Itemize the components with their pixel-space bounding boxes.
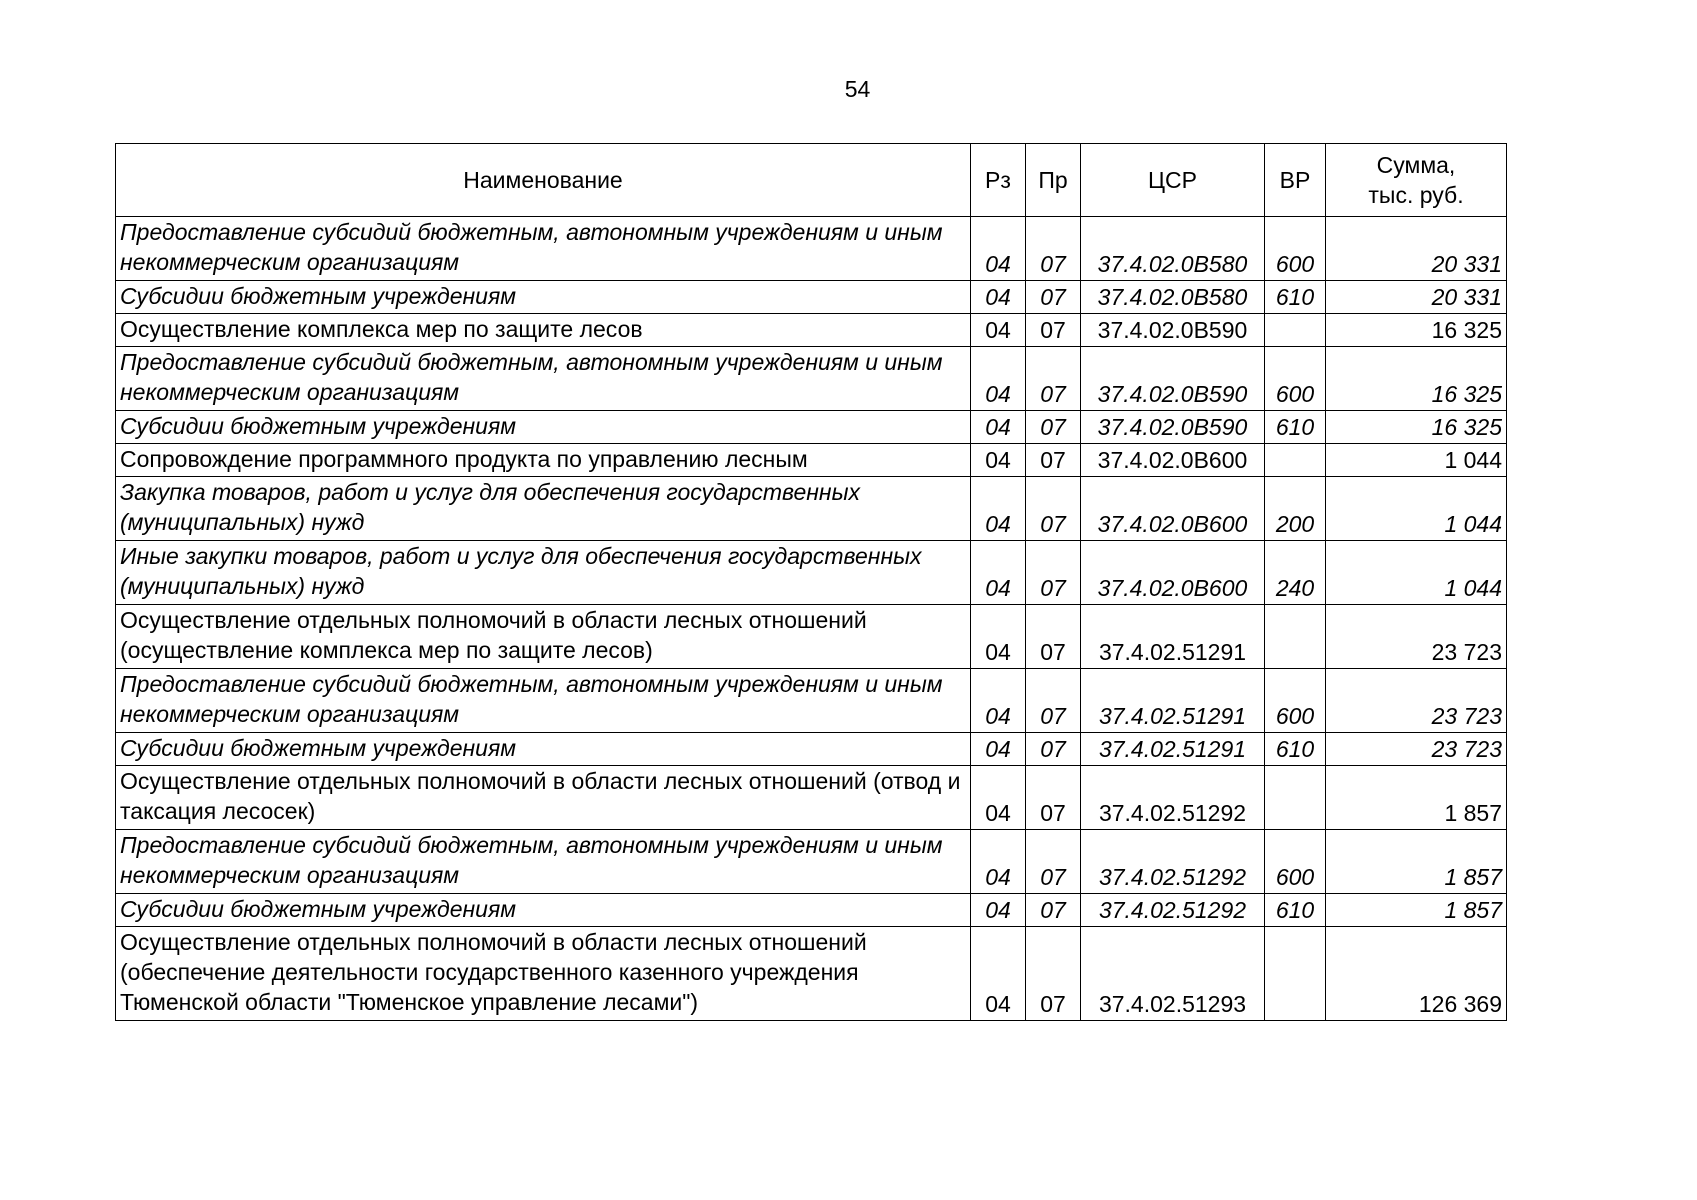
table-row xyxy=(116,605,1507,669)
row-sum: 1 857 xyxy=(1326,894,1507,927)
row-rz: 04 xyxy=(971,669,1026,733)
table-row xyxy=(116,927,1507,1021)
row-name: Предоставление субсидий бюджетным, автономным учреждениям и иным некоммерческим организациям xyxy=(116,217,971,281)
row-pr: 07 xyxy=(1026,605,1081,669)
header-sum-line2: тыс. руб. xyxy=(1368,181,1464,208)
row-sum: 1 044 xyxy=(1326,444,1507,477)
row-vr: 610 xyxy=(1265,411,1326,444)
row-rz: 04 xyxy=(971,605,1026,669)
table-row xyxy=(116,444,1507,477)
table-row xyxy=(116,217,1507,281)
row-name: Субсидии бюджетным учреждениям xyxy=(116,733,971,766)
row-sum: 16 325 xyxy=(1326,411,1507,444)
row-vr: 610 xyxy=(1265,894,1326,927)
row-rz: 04 xyxy=(971,927,1026,1021)
row-rz: 04 xyxy=(971,217,1026,281)
row-vr: 610 xyxy=(1265,733,1326,766)
row-name: Сопровождение программного продукта по управлению лесным xyxy=(116,444,971,477)
row-vr: 600 xyxy=(1265,830,1326,894)
row-rz: 04 xyxy=(971,411,1026,444)
table-row xyxy=(116,894,1507,927)
row-vr xyxy=(1265,927,1326,1021)
row-pr: 07 xyxy=(1026,347,1081,411)
row-vr: 200 xyxy=(1265,477,1326,541)
row-vr: 600 xyxy=(1265,669,1326,733)
header-vr: ВР xyxy=(1265,144,1326,217)
row-rz: 04 xyxy=(971,444,1026,477)
row-vr: 610 xyxy=(1265,281,1326,314)
header-name: Наименование xyxy=(116,144,971,217)
row-pr: 07 xyxy=(1026,281,1081,314)
row-sum: 1 044 xyxy=(1326,541,1507,605)
row-rz: 04 xyxy=(971,541,1026,605)
header-pr: Пр xyxy=(1026,144,1081,217)
row-sum: 23 723 xyxy=(1326,733,1507,766)
row-pr: 07 xyxy=(1026,830,1081,894)
table-row xyxy=(116,541,1507,605)
row-vr: 600 xyxy=(1265,217,1326,281)
table-row xyxy=(116,733,1507,766)
row-csr: 37.4.02.0В600 xyxy=(1081,477,1265,541)
row-sum: 126 369 xyxy=(1326,927,1507,1021)
row-rz: 04 xyxy=(971,830,1026,894)
header-csr: ЦСР xyxy=(1081,144,1265,217)
row-vr xyxy=(1265,314,1326,347)
row-pr: 07 xyxy=(1026,444,1081,477)
row-pr: 07 xyxy=(1026,733,1081,766)
row-sum: 20 331 xyxy=(1326,281,1507,314)
table-row xyxy=(116,766,1507,830)
row-sum: 1 857 xyxy=(1326,830,1507,894)
row-rz: 04 xyxy=(971,766,1026,830)
header-sum-line1: Сумма, xyxy=(1376,151,1456,178)
row-sum: 1 044 xyxy=(1326,477,1507,541)
row-csr: 37.4.02.51292 xyxy=(1081,894,1265,927)
row-csr: 37.4.02.0В600 xyxy=(1081,444,1265,477)
row-name: Иные закупки товаров, работ и услуг для обеспечения государственных (муниципальных) нужд xyxy=(116,541,971,605)
page-number: 54 xyxy=(844,76,871,102)
row-csr: 37.4.02.51292 xyxy=(1081,766,1265,830)
row-pr: 07 xyxy=(1026,766,1081,830)
table-row xyxy=(116,830,1507,894)
budget-table xyxy=(115,143,1507,1021)
row-vr xyxy=(1265,605,1326,669)
row-name: Предоставление субсидий бюджетным, автономным учреждениям и иным некоммерческим организациям xyxy=(116,830,971,894)
row-name: Субсидии бюджетным учреждениям xyxy=(116,281,971,314)
row-pr: 07 xyxy=(1026,894,1081,927)
row-sum: 23 723 xyxy=(1326,669,1507,733)
row-sum: 1 857 xyxy=(1326,766,1507,830)
table-row xyxy=(116,669,1507,733)
row-csr: 37.4.02.51291 xyxy=(1081,605,1265,669)
table-header-row xyxy=(116,144,1507,217)
row-name: Осуществление комплекса мер по защите лесов xyxy=(116,314,971,347)
row-pr: 07 xyxy=(1026,314,1081,347)
row-name: Субсидии бюджетным учреждениям xyxy=(116,411,971,444)
row-name: Осуществление отдельных полномочий в области лесных отношений (обеспечение деятельности государственного казенного учреждения Тюменской области "Тюменское управление лесами") xyxy=(116,927,971,1021)
row-pr: 07 xyxy=(1026,927,1081,1021)
row-name: Осуществление отдельных полномочий в области лесных отношений (осуществление комплекса мер по защите лесов) xyxy=(116,605,971,669)
row-pr: 07 xyxy=(1026,477,1081,541)
row-csr: 37.4.02.51291 xyxy=(1081,733,1265,766)
row-sum: 16 325 xyxy=(1326,347,1507,411)
header-rz: Рз xyxy=(971,144,1026,217)
row-name: Осуществление отдельных полномочий в области лесных отношений (отвод и таксация лесосек) xyxy=(116,766,971,830)
row-vr: 240 xyxy=(1265,541,1326,605)
row-rz: 04 xyxy=(971,347,1026,411)
row-pr: 07 xyxy=(1026,217,1081,281)
row-csr: 37.4.02.0В590 xyxy=(1081,411,1265,444)
header-sum xyxy=(1326,144,1507,217)
row-csr: 37.4.02.0В590 xyxy=(1081,314,1265,347)
row-rz: 04 xyxy=(971,314,1026,347)
row-name: Субсидии бюджетным учреждениям xyxy=(116,894,971,927)
table-row xyxy=(116,314,1507,347)
table-body xyxy=(116,217,1507,1021)
row-vr xyxy=(1265,444,1326,477)
row-csr: 37.4.02.0В580 xyxy=(1081,281,1265,314)
row-pr: 07 xyxy=(1026,669,1081,733)
row-sum: 16 325 xyxy=(1326,314,1507,347)
row-name: Закупка товаров, работ и услуг для обеспечения государственных (муниципальных) нужд xyxy=(116,477,971,541)
table-row xyxy=(116,477,1507,541)
row-rz: 04 xyxy=(971,733,1026,766)
row-name: Предоставление субсидий бюджетным, автономным учреждениям и иным некоммерческим организациям xyxy=(116,669,971,733)
row-rz: 04 xyxy=(971,281,1026,314)
row-sum: 20 331 xyxy=(1326,217,1507,281)
row-vr: 600 xyxy=(1265,347,1326,411)
row-rz: 04 xyxy=(971,477,1026,541)
row-sum: 23 723 xyxy=(1326,605,1507,669)
row-name: Предоставление субсидий бюджетным, автономным учреждениям и иным некоммерческим организациям xyxy=(116,347,971,411)
row-pr: 07 xyxy=(1026,541,1081,605)
row-csr: 37.4.02.0В600 xyxy=(1081,541,1265,605)
table-row xyxy=(116,347,1507,411)
row-csr: 37.4.02.0В580 xyxy=(1081,217,1265,281)
table-row xyxy=(116,281,1507,314)
table-row xyxy=(116,411,1507,444)
row-pr: 07 xyxy=(1026,411,1081,444)
row-vr xyxy=(1265,766,1326,830)
row-csr: 37.4.02.51291 xyxy=(1081,669,1265,733)
row-csr: 37.4.02.0В590 xyxy=(1081,347,1265,411)
row-csr: 37.4.02.51293 xyxy=(1081,927,1265,1021)
row-rz: 04 xyxy=(971,894,1026,927)
row-csr: 37.4.02.51292 xyxy=(1081,830,1265,894)
